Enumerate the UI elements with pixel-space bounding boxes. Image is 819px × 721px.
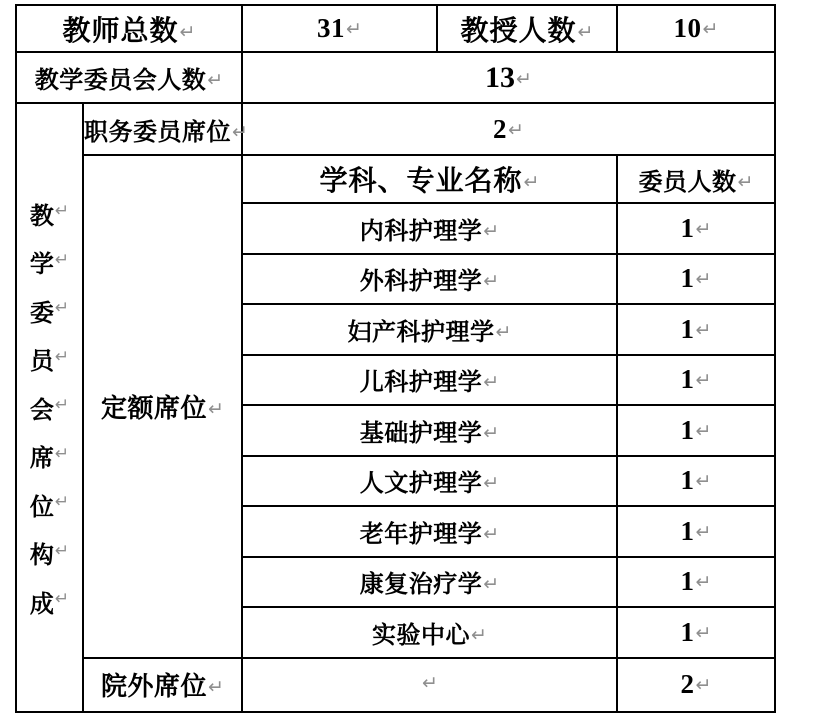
side-char-item <box>30 238 69 287</box>
quota-label: 定额席位 <box>101 393 208 423</box>
position-seats-value-cell <box>242 103 775 155</box>
quota-name-cell <box>242 506 617 557</box>
quota-name: 妇产科护理学 <box>347 319 495 346</box>
pilcrow-mark: ↵ <box>695 470 712 493</box>
pilcrow-mark: ↵ <box>54 589 70 610</box>
side-char: 构 <box>29 543 54 570</box>
pilcrow-mark: ↵ <box>483 270 500 293</box>
quota-count-cell <box>617 355 775 406</box>
external-seats-value: 2 <box>680 669 695 699</box>
pilcrow-mark: ↵ <box>695 217 712 240</box>
quota-name-cell <box>242 557 617 608</box>
pilcrow-mark: ↵ <box>54 540 70 561</box>
side-char: 员 <box>29 349 54 376</box>
quota-count: 1 <box>680 465 695 496</box>
quota-name: 基础护理学 <box>359 420 483 447</box>
side-char-item <box>30 286 69 335</box>
quota-header-count-cell <box>617 155 775 203</box>
teacher-total-label: 教师总数 <box>62 15 179 47</box>
quota-name: 儿科护理学 <box>359 370 483 397</box>
pilcrow-mark: ↵ <box>179 20 196 43</box>
pilcrow-mark: ↵ <box>346 18 362 40</box>
professor-count-label-cell <box>437 5 617 52</box>
pilcrow-mark: ↵ <box>471 623 487 646</box>
pilcrow-mark: ↵ <box>695 520 712 543</box>
side-char-item <box>30 432 69 481</box>
quota-name-cell <box>242 203 617 254</box>
pilcrow-mark: ↵ <box>702 18 719 40</box>
side-char: 成 <box>29 591 54 618</box>
quota-count-cell <box>617 506 775 557</box>
quota-name: 外科护理学 <box>359 269 483 296</box>
quota-name: 老年护理学 <box>359 521 483 548</box>
quota-count-cell <box>617 557 775 608</box>
position-seats-label: 职务委员席位 <box>84 119 231 146</box>
external-seats-empty-cell <box>242 658 617 712</box>
pilcrow-mark: ↵ <box>695 318 712 341</box>
professor-count-value: 10 <box>673 13 702 43</box>
pilcrow-mark: ↵ <box>54 249 70 270</box>
quota-count: 1 <box>680 566 695 597</box>
external-seats-row <box>16 658 775 712</box>
committee-size-value-cell <box>242 52 775 103</box>
quota-name: 康复治疗学 <box>359 572 483 599</box>
quota-count-cell <box>617 304 775 355</box>
quota-count-cell <box>617 203 775 254</box>
position-seats-value: 2 <box>493 113 508 144</box>
side-char-item <box>30 189 69 238</box>
pilcrow-mark: ↵ <box>508 118 524 141</box>
quota-count: 1 <box>680 515 695 546</box>
quota-count: 1 <box>680 414 695 445</box>
quota-name-cell <box>242 304 617 355</box>
side-char: 教 <box>29 203 54 230</box>
pilcrow-mark: ↵ <box>695 419 712 442</box>
committee-size-value: 13 <box>485 60 516 94</box>
pilcrow-mark: ↵ <box>483 371 500 394</box>
pilcrow-mark: ↵ <box>208 397 224 420</box>
pilcrow-mark: ↵ <box>516 67 532 90</box>
quota-header-name: 学科、专业名称 <box>319 166 523 197</box>
quota-count-cell <box>617 254 775 305</box>
pilcrow-mark: ↵ <box>483 421 500 444</box>
pilcrow-mark: ↵ <box>54 443 70 464</box>
pilcrow-mark: ↵ <box>577 20 594 43</box>
side-char-item <box>30 335 69 384</box>
pilcrow-mark: ↵ <box>207 69 224 91</box>
teacher-total-value: 31 <box>317 13 346 43</box>
side-char: 委 <box>29 300 54 327</box>
pilcrow-mark: ↵ <box>422 671 438 694</box>
quota-count-cell <box>617 405 775 456</box>
pilcrow-mark: ↵ <box>483 522 500 545</box>
pilcrow-mark: ↵ <box>232 120 248 143</box>
pilcrow-mark: ↵ <box>54 395 70 416</box>
quota-header-row <box>16 155 775 203</box>
side-char: 席 <box>29 446 54 473</box>
external-seats-label-cell <box>83 658 242 712</box>
quota-name: 人文护理学 <box>359 471 483 498</box>
side-char-item <box>30 577 69 626</box>
pilcrow-mark: ↵ <box>495 320 512 343</box>
external-seats-label: 院外席位 <box>101 672 208 701</box>
pilcrow-mark: ↵ <box>695 369 712 392</box>
quota-count: 1 <box>680 212 695 243</box>
pilcrow-mark: ↵ <box>483 472 500 495</box>
composition-side-label <box>17 189 82 626</box>
side-char: 学 <box>29 252 54 279</box>
teacher-total-value-cell <box>242 5 437 52</box>
pilcrow-mark: ↵ <box>54 201 70 222</box>
pilcrow-mark: ↵ <box>54 492 70 513</box>
pilcrow-mark: ↵ <box>695 571 712 594</box>
committee-size-row <box>16 52 775 103</box>
quota-count: 1 <box>680 364 695 395</box>
quota-name-cell <box>242 254 617 305</box>
quota-count-cell <box>617 607 775 658</box>
pilcrow-mark: ↵ <box>523 171 540 193</box>
side-char-item <box>30 529 69 578</box>
pilcrow-mark: ↵ <box>483 219 500 242</box>
quota-count: 1 <box>680 313 695 344</box>
quota-name: 实验中心 <box>372 622 471 649</box>
pilcrow-mark: ↵ <box>737 170 754 193</box>
teacher-total-label-cell <box>16 5 242 52</box>
position-seats-row <box>16 103 775 155</box>
quota-header-name-cell <box>242 155 617 203</box>
quota-count-cell <box>617 456 775 507</box>
side-char-item <box>30 383 69 432</box>
side-char-item <box>30 480 69 529</box>
committee-size-label-cell <box>16 52 242 103</box>
quota-name-cell <box>242 405 617 456</box>
side-char: 位 <box>29 494 54 521</box>
quota-name-cell <box>242 456 617 507</box>
quota-count: 1 <box>680 263 695 294</box>
pilcrow-mark: ↵ <box>695 268 712 291</box>
composition-side-label-cell <box>16 103 83 712</box>
quota-count: 1 <box>680 616 695 647</box>
quota-name-cell <box>242 607 617 658</box>
pilcrow-mark: ↵ <box>54 298 70 319</box>
quota-label-cell <box>83 155 242 658</box>
pilcrow-mark: ↵ <box>695 674 712 696</box>
pilcrow-mark: ↵ <box>483 573 500 596</box>
quota-name: 内科护理学 <box>359 218 483 245</box>
pilcrow-mark: ↵ <box>695 621 712 644</box>
pilcrow-mark: ↵ <box>54 346 70 367</box>
committee-composition-table <box>15 4 776 713</box>
committee-size-label: 教学委员会人数 <box>34 68 207 94</box>
summary-row <box>16 5 775 52</box>
professor-count-label: 教授人数 <box>460 15 577 47</box>
quota-header-count: 委员人数 <box>638 169 737 196</box>
quota-name-cell <box>242 355 617 406</box>
external-seats-value-cell <box>617 658 775 712</box>
professor-count-value-cell <box>617 5 775 52</box>
side-char: 会 <box>29 397 54 424</box>
pilcrow-mark: ↵ <box>208 676 224 698</box>
position-seats-label-cell <box>83 103 248 155</box>
